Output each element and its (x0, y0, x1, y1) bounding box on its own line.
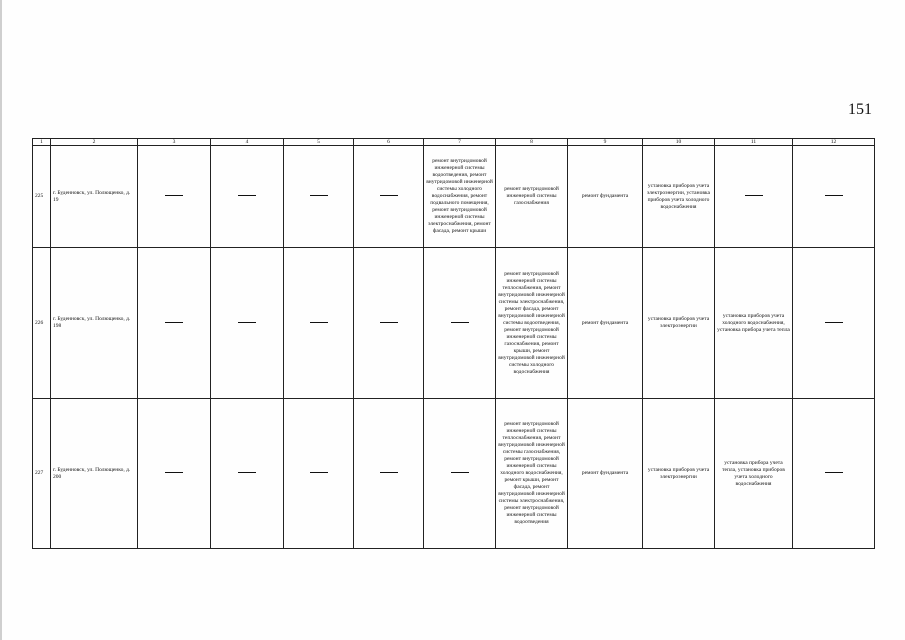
dash-line (825, 472, 843, 473)
foundation-repair-cell: ремонт фундамента (568, 399, 643, 549)
dash-line (825, 195, 843, 196)
dash-cell (715, 146, 793, 248)
dash-cell (793, 146, 875, 248)
dash-line (165, 472, 183, 473)
scan-edge (0, 0, 2, 640)
repair-works-cell: ремонт внутридомовой инженерной системы теплоснабжения, ремонт внутридомовой инженерной системы электроснабжения, ремонт фасада, ремонт внутридомовой инженерной системы водоотведения, ремонт внутридомовой инженерной системы газоснабжения, ремонт крыши, ремонт внутридомовой инженерной системы холодного водоснабжения (496, 248, 568, 399)
foundation-repair-cell: ремонт фундамента (568, 248, 643, 399)
col-number-3: 3 (138, 139, 211, 146)
dash-line (451, 322, 469, 323)
dash-cell (354, 146, 424, 248)
meter-installation-cell: установка прибора учета тепла, установка приборов учета холодного водоснабжения (715, 399, 793, 549)
dash-line (745, 195, 763, 196)
row-number: 225 (33, 146, 51, 248)
dash-cell (424, 248, 496, 399)
row-number: 227 (33, 399, 51, 549)
dash-cell (284, 146, 354, 248)
column-number-row (33, 139, 875, 146)
row-number: 226 (33, 248, 51, 399)
dash-line (380, 195, 398, 196)
meter-installation-cell: установка приборов учета электроэнергии (643, 248, 715, 399)
col-number-10: 10 (643, 139, 715, 146)
dash-line (238, 472, 256, 473)
meter-installation-cell: установка приборов учета холодного водоснабжения, установка прибора учета тепла (715, 248, 793, 399)
table-row (33, 399, 875, 549)
dash-line (310, 472, 328, 473)
row-address: г. Буденновск, ул. Полющенко, д. 19 (51, 146, 138, 248)
dash-line (451, 472, 469, 473)
dash-cell (138, 146, 211, 248)
row-address: г. Буденновск, ул. Полющенко, д. 200 (51, 399, 138, 549)
dash-cell (138, 248, 211, 399)
table-row (33, 248, 875, 399)
dash-cell (138, 399, 211, 549)
col-number-11: 11 (715, 139, 793, 146)
col-number-8: 8 (496, 139, 568, 146)
col-number-6: 6 (354, 139, 424, 146)
repair-works-cell: ремонт внутридомовой инженерной системы газоснабжения (496, 146, 568, 248)
dash-cell (793, 248, 875, 399)
meter-installation-cell: установка приборов учета электроэнергии (643, 399, 715, 549)
foundation-repair-cell: ремонт фундамента (568, 146, 643, 248)
dash-line (238, 322, 256, 323)
dash-line (310, 195, 328, 196)
col-number-9: 9 (568, 139, 643, 146)
col-number-5: 5 (284, 139, 354, 146)
dash-line (380, 322, 398, 323)
col-number-4: 4 (211, 139, 284, 146)
repair-works-cell: ремонт внутридомовой инженерной системы водоотведения, ремонт внутридомовой инженерной системы холодного водоснабжения, ремонт подвального помещения, ремонт внутридомовой инженерной системы электроснабжения, ремонт фасада, ремонт крыши (424, 146, 496, 248)
col-number-1: 1 (33, 139, 51, 146)
dash-line (825, 322, 843, 323)
repair-works-cell: ремонт внутридомовой инженерной системы теплоснабжения, ремонт внутридомовой инженерной системы газоснабжения, ремонт внутридомовой инженерной системы холодного водоснабжения, ремонт крыши, ремонт фасада, ремонт внутридомовой инженерной системы электроснабжения, ремонт внутридомовой инженерной системы водоотведения (496, 399, 568, 549)
dash-cell (793, 399, 875, 549)
dash-cell (424, 399, 496, 549)
col-number-7: 7 (424, 139, 496, 146)
dash-line (310, 322, 328, 323)
dash-cell (354, 399, 424, 549)
dash-cell (211, 248, 284, 399)
dash-line (165, 322, 183, 323)
housing-repair-table (32, 138, 875, 549)
dash-cell (211, 399, 284, 549)
dash-line (165, 195, 183, 196)
table-row (33, 146, 875, 248)
row-address: г. Буденновск, ул. Полющенко, д. 198 (51, 248, 138, 399)
page-number: 151 (848, 101, 872, 118)
dash-cell (284, 399, 354, 549)
dash-line (380, 472, 398, 473)
dash-cell (211, 146, 284, 248)
col-number-12: 12 (793, 139, 875, 146)
col-number-2: 2 (51, 139, 138, 146)
dash-cell (284, 248, 354, 399)
meter-installation-cell: установка приборов учета электроэнергии, установка приборов учета холодного водоснабжения (643, 146, 715, 248)
dash-cell (354, 248, 424, 399)
dash-line (238, 195, 256, 196)
